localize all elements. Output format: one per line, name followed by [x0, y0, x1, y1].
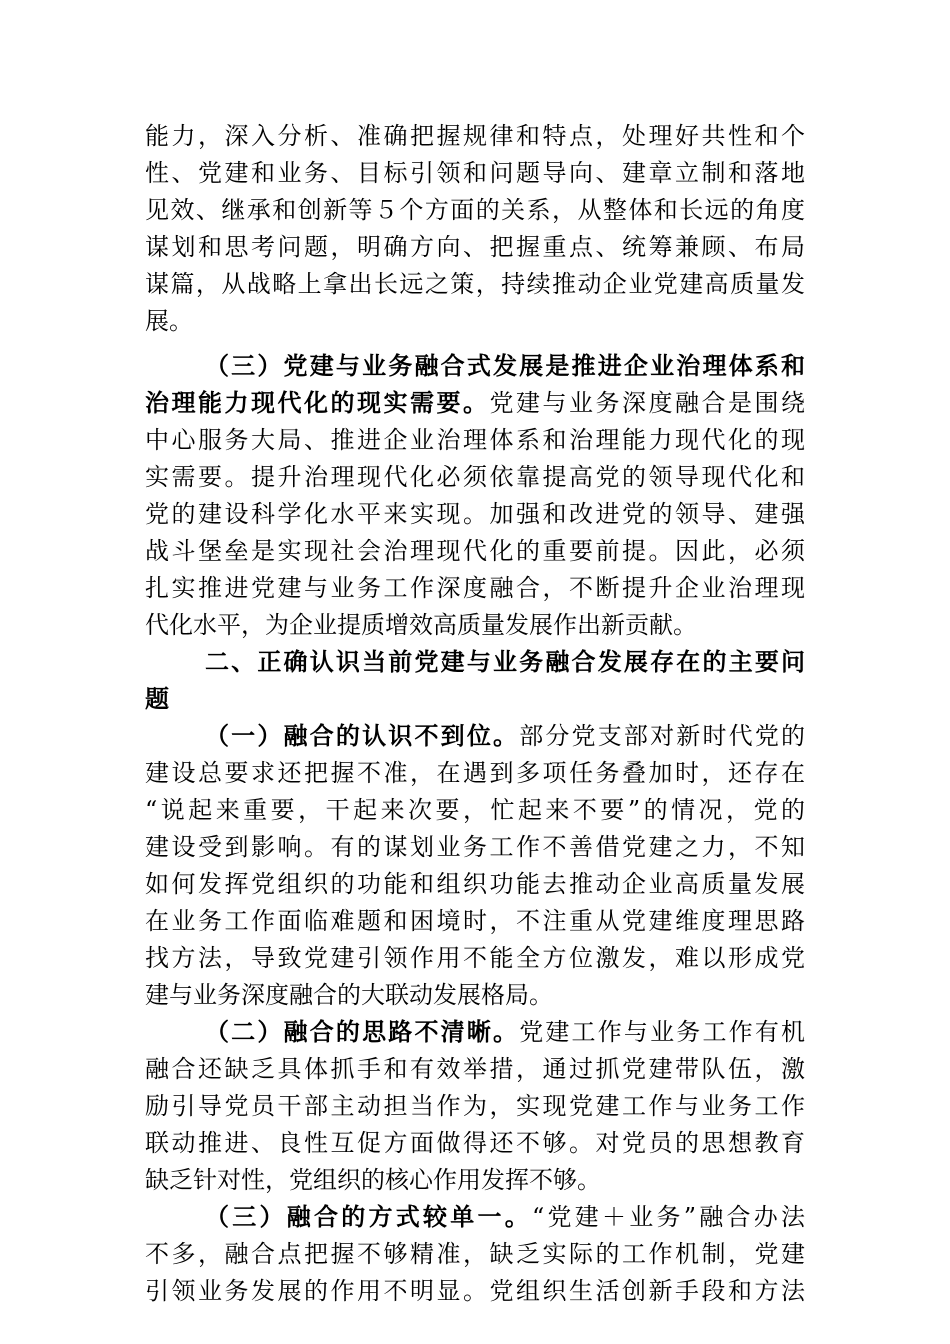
text-line: 找方法，导致党建引领作用不能全方位激发，难以形成党 [145, 944, 805, 972]
paragraph-text: “党建＋业务”融合办法 [531, 1203, 806, 1231]
text-line: 战斗堡垒是实现社会治理现代化的重要前提。因此，必须 [145, 537, 805, 565]
text-line: 谋划和思考问题，明确方向、把握重点、统筹兼顾、布局 [145, 233, 805, 261]
paragraph-three [145, 348, 805, 644]
text-line: 建设受到影响。有的谋划业务工作不善借党建之力，不知 [145, 833, 805, 861]
text-line: 不多，融合点把握不够精准，缺乏实际的工作机制，党建 [145, 1240, 805, 1268]
text-line: 代化水平，为企业提质增效高质量发展作出新贡献。 [145, 611, 697, 639]
paragraph-lead: （一）融合的认识不到位。 [205, 722, 520, 750]
text-line: 融合还缺乏具体抓手和有效举措，通过抓党建带队伍，激 [145, 1055, 805, 1083]
text-line [145, 1014, 805, 1051]
text-line: 党的建设科学化水平来实现。加强和改进党的领导、建强 [145, 500, 805, 528]
text-line: 引领业务发展的作用不明显。党组织生活创新手段和方法 [145, 1277, 805, 1305]
text-line: 如何发挥党组织的功能和组织功能去推动企业高质量发展 [145, 870, 805, 898]
text-line: “说起来重要，干起来次要，忙起来不要”的情况，党的 [145, 796, 805, 824]
text-line: 联动推进、良性互促方面做得还不够。对党员的思想教育 [145, 1129, 805, 1157]
paragraph-text: 部分党支部对新时代党的 [519, 722, 806, 750]
text-line: 在业务工作面临难题和困境时，不注重从党建维度理思路 [145, 907, 805, 935]
text-line [145, 1199, 805, 1236]
paragraph-lead: 治理能力现代化的现实需要。 [145, 389, 490, 417]
document-page [145, 118, 805, 1310]
heading-line: 二、正确认识当前党建与业务融合发展存在的主要问 [205, 648, 805, 676]
text-line: 建与业务深度融合的大联动发展格局。 [145, 981, 553, 1009]
text-line: 实需要。提升治理现代化必须依靠提高党的领导现代化和 [145, 463, 805, 491]
paragraph-continuation [145, 118, 805, 340]
paragraph-text: 党建工作与业务工作有机 [519, 1018, 806, 1046]
section-heading [145, 644, 805, 718]
text-line [145, 385, 805, 422]
text-line: 中心服务大局、推进企业治理体系和治理能力现代化的现 [145, 426, 805, 454]
paragraph-lead: （二）融合的思路不清晰。 [205, 1018, 520, 1046]
paragraph-lead: （三）党建与业务融合式发展是推进企业治理体系和 [205, 352, 805, 380]
text-line: 谋篇，从战略上拿出长远之策，持续推动企业党建高质量发 [145, 270, 805, 298]
text-line [145, 718, 805, 755]
text-line [145, 348, 805, 385]
paragraph-lead: （三）融合的方式较单一。 [205, 1203, 532, 1231]
text-line: 缺乏针对性，党组织的核心作用发挥不够。 [145, 1166, 601, 1194]
text-line: 见效、继承和创新等５个方面的关系，从整体和长远的角度 [145, 196, 805, 224]
text-line: 能力，深入分析、准确把握规律和特点，处理好共性和个 [145, 122, 805, 150]
text-line: 扎实推进党建与业务工作深度融合，不断提升企业治理现 [145, 574, 805, 602]
text-line: 性、党建和业务、目标引领和问题导向、建章立制和落地 [145, 159, 805, 187]
paragraph-problem-three [145, 1199, 805, 1310]
paragraph-problem-two [145, 1014, 805, 1199]
heading-line: 题 [145, 685, 169, 713]
paragraph-problem-one [145, 718, 805, 1014]
text-line: 建设总要求还把握不准，在遇到多项任务叠加时，还存在 [145, 759, 805, 787]
text-line: 励引导党员干部主动担当作为，实现党建工作与业务工作 [145, 1092, 805, 1120]
paragraph-text: 党建与业务深度融合是围绕 [489, 389, 805, 417]
text-line: 展。 [145, 307, 193, 335]
